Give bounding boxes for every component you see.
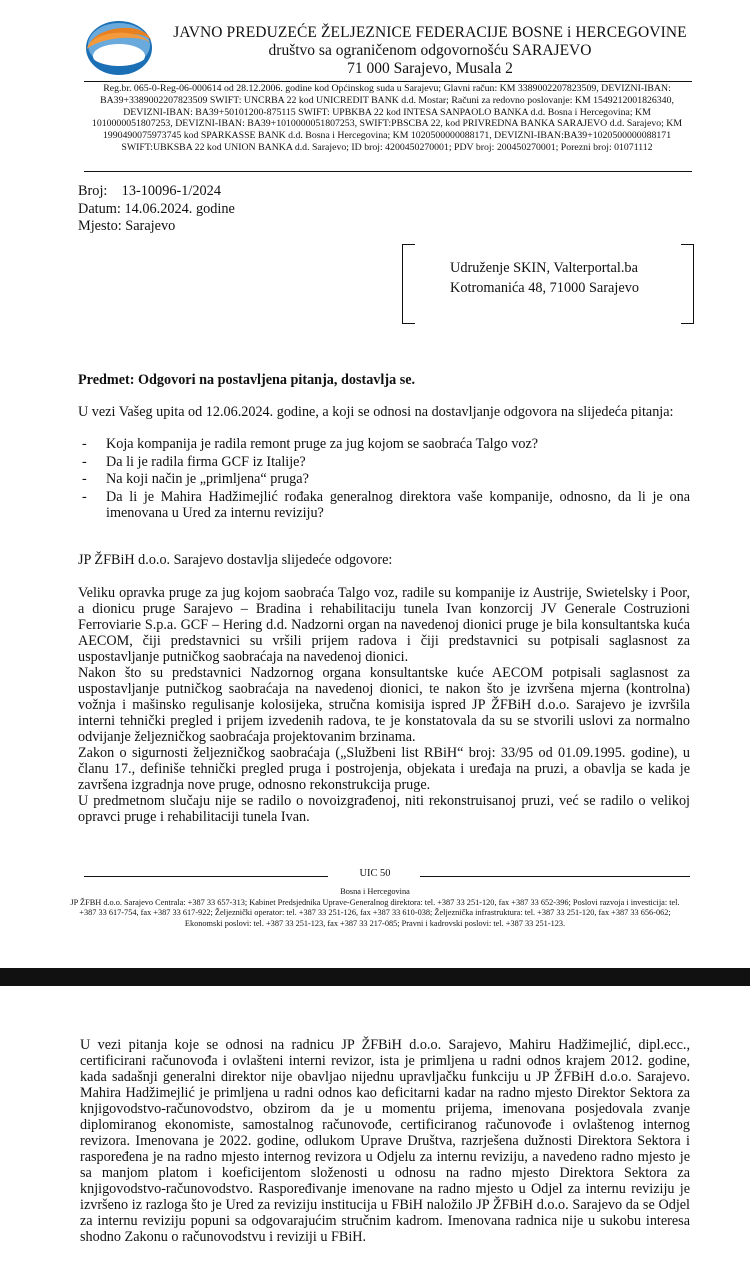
recipient-street: Kotromanića 48, 71000 Sarajevo — [450, 280, 639, 296]
document-place: Mjesto: Sarajevo — [78, 218, 176, 234]
registration-divider — [84, 171, 692, 172]
organization-address: 71 000 Sarajevo, Musala 2 — [347, 60, 513, 77]
footer-country: Bosna i Hercegovina — [340, 887, 410, 896]
answers-intro: JP ŽFBiH d.o.o. Sarajevo dostavlja slijedeće odgovore: — [78, 552, 393, 568]
footer-contacts — [64, 887, 686, 929]
header-divider — [84, 81, 692, 82]
letter-intro: U vezi Vašeg upita od 12.06.2024. godine, a koji se odnosi na dostavljanje odgovora na slijedeća pitanja: — [78, 404, 674, 420]
organization-header — [170, 24, 690, 78]
document-date: Datum: 14.06.2024. godine — [78, 200, 235, 217]
list-item: - Koja kompanija je radila remont pruge za jug kojom se saobraća Talgo voz? — [82, 436, 539, 452]
page2-paragraph: U vezi pitanja koje se odnosi na radnicu JP ŽFBiH d.o.o. Sarajevo, Mahiru Hadžimejlić, dipl.ecc., certificirani računovođa i ovlašteni interni revizor, ista je primljena u radni odnos krajem 2012. godine, kada sadašnji generalni direktor nije obavljao nijednu upravljačku funkciju u JP ŽFBiH d.o.o. Sarajevo. Mahira Hadžimejlić je primljena u radni odnos kao deficitarni kadar na radno mjesto Direktor Sektora za knjigovodstvo-računovodstvo, obzirom da je u momentu prijema, imenovana posjedovala zvanje diplomiranog ekonomiste, samostalnog računovođe, certificiranog računovođe i ovlaštenog internog revizora. Imenovana je 2022. godine, odlukom Uprave Društva, razrješena dužnosti Direktora Sektora i raspoređena je na radno mjesto internog revizora u Odjelu za internu reviziju, a navedeno radno mjesto je sa manjom platom i koeficijentom složenosti u odnosu na radno mjesto Direktora Sektora za knjigovodstvo-računovodstvo. Raspoređivanje imenovane na radno mjesto u Odjel za internu reviziju je izvršeno iz razloga što je Ured za reviziju institucija u FBiH naložilo JP ŽFBiH d.o.o. Sarajevo da se Odjel za internu reviziju popuni sa odgovarajućim stručnim kadrom. Imenovana radnica nije u sukobu interesa shodno Zakonu o računovodstvu i reviziji u FBiH. — [80, 1037, 690, 1245]
recipient-name: Udruženje SKIN, Valterportal.ba — [450, 260, 638, 276]
list-item: - Da li je radila firma GCF iz Italije? — [82, 453, 306, 470]
paragraph: Veliku opravka pruge za jug kojom saobraća Talgo voz, radile su kompanije iz Austrije, Swietelsky i Poor, a dionicu pruge Sarajevo – Bradina i rehabilitaciju tunela Ivan konzorcij JV Generale Costruzioni Ferroviarie S.p.a. GCF – Hering d.d. Nadzorni organ na navedenoj dionici pruge je bila konsultantska kuća AECOM, čiji predstavnici su vršili prijem radova i čiji predstavnici su potpisali saglasnost za uspostavljanje putničkog saobraćaja na navedenoj dionici. — [78, 585, 690, 665]
footer-divider-right — [420, 876, 690, 877]
footer-phone-list: JP ŽFBH d.o.o. Sarajevo Centrala: +387 33 657-313; Kabinet Predsjednika Uprave-Generalnog direktora: tel. +387 33 251-120, fax +387 33 652-396; Poslovi razvoja i investicija: tel. +387 33 617-754, fax +387 33 617-922; Željeznički operator: tel. +387 33 251-126, fax +387 33 610-038; Željeznička infrastruktura: tel. +387 33 251-120, fax +387 33 656-062; Ekonomski poslovi: tel. +387 33 251-123, fax +387 33 217-085; Pravni i kadrovski poslovi: tel. +387 33 251-123. — [70, 897, 680, 928]
list-item: - Da li je Mahira Hadžimejlić rođaka generalnog direktora vaše kompanije, odnosno, da li je ona imenovana u Ured za internu reviziju? — [82, 488, 690, 522]
letter-subject: Predmet: Odgovori na postavljena pitanja, dostavlja se. — [78, 372, 416, 388]
registration-details: Reg.br. 065-0-Reg-06-000614 od 28.12.2006. godine kod Općinskog suda u Sarajevu; Glavni račun: KM 3389002207823509, DEVIZNI-IBAN: BA39+3389002207823509 SWIFT: UNCRBA 22 kod UNICREDIT BANK d.d. Mostar; Računi za redovno poslovanje: KM 1549212001826340, DEVIZNI-IBAN: BA39+50101200-875115 SWIFT: UPBKBA 22 kod INTESA SANPAOLO BANKA d.d. Bosna i Hercegovina; KM 1010000051807253, DEVIZNI-IBAN: BA39+1010000051807253, SWIFT:PBSCBA 22, kod PRIVREDNA BANKA SARAJEVO d.d. Sarajevo; KM 1990490075973745 kod SPARKASSE BANK d.d. Bosna i Hercegovina; KM 1020500000088171, DEVIZNI-IBAN:BA39+1020500000088171 SWIFT:UBKSBA 22 kod UNION BANKA d.d. Sarajevo; ID broj: 4200450270001; PDV broj: 200450270001; Porezni broj: 01071112 — [91, 83, 683, 153]
paragraph: Nakon što su predstavnici Nadzornog organa konsultantske kuće AECOM potpisali saglasnost za uspostavljanje putničkog saobraćaja na navedenoj dionici, te nakon što je izvršena mjerna (kontrolna) vožnja i mašinsko regulisanje kolosijeka, stručna komisija ispred JP ŽFBiH d.o.o. Sarajevo je izvršila interni tehnički pregled i prijem izvedenih radova, te je konstatovala da su se stvorili uslovi za normalno odvijanje željezničkog saobraćaja projektovanim brzinama. — [78, 665, 690, 745]
recipient-box — [402, 244, 694, 322]
recipient-address — [450, 258, 639, 298]
question-list — [78, 436, 690, 523]
organization-name: JAVNO PREDUZEĆE ŽELJEZNICE FEDERACIJE BOSNE i HERCEGOVINE — [173, 24, 687, 41]
paragraph: U predmetnom slučaju nije se radilo o novoizgrađenoj, niti rekonstruisanoj pruzi, već se radilo o velikoj opravci pruge i rehabilitaciji tunela Ivan. — [78, 793, 690, 825]
paragraph: Zakon o sigurnosti željezničkog saobraćaja („Službeni list RBiH“ broj: 33/95 od 01.09.1995. godine), u članu 17., definiše tehnički pregled pruga i postrojenja, objekata i uređaja na pruzi, a obavlja se kada je završena izgradnja nove pruge, odnosno rekonstrukcija pruge. — [78, 745, 690, 793]
list-item: - Na koji način je „primljena“ pruga? — [82, 471, 309, 488]
answers-body — [78, 585, 690, 825]
organization-type: društvo sa ograničenom odgovornošću SARAJEVO — [268, 42, 592, 59]
left-bracket — [402, 244, 415, 324]
document-number: Broj: 13-10096-1/2024 — [78, 183, 221, 199]
company-logo-icon — [84, 18, 154, 78]
document-meta — [78, 183, 235, 236]
right-bracket — [681, 244, 694, 324]
uic-code: UIC 50 — [359, 868, 391, 879]
page-separator — [0, 968, 750, 986]
